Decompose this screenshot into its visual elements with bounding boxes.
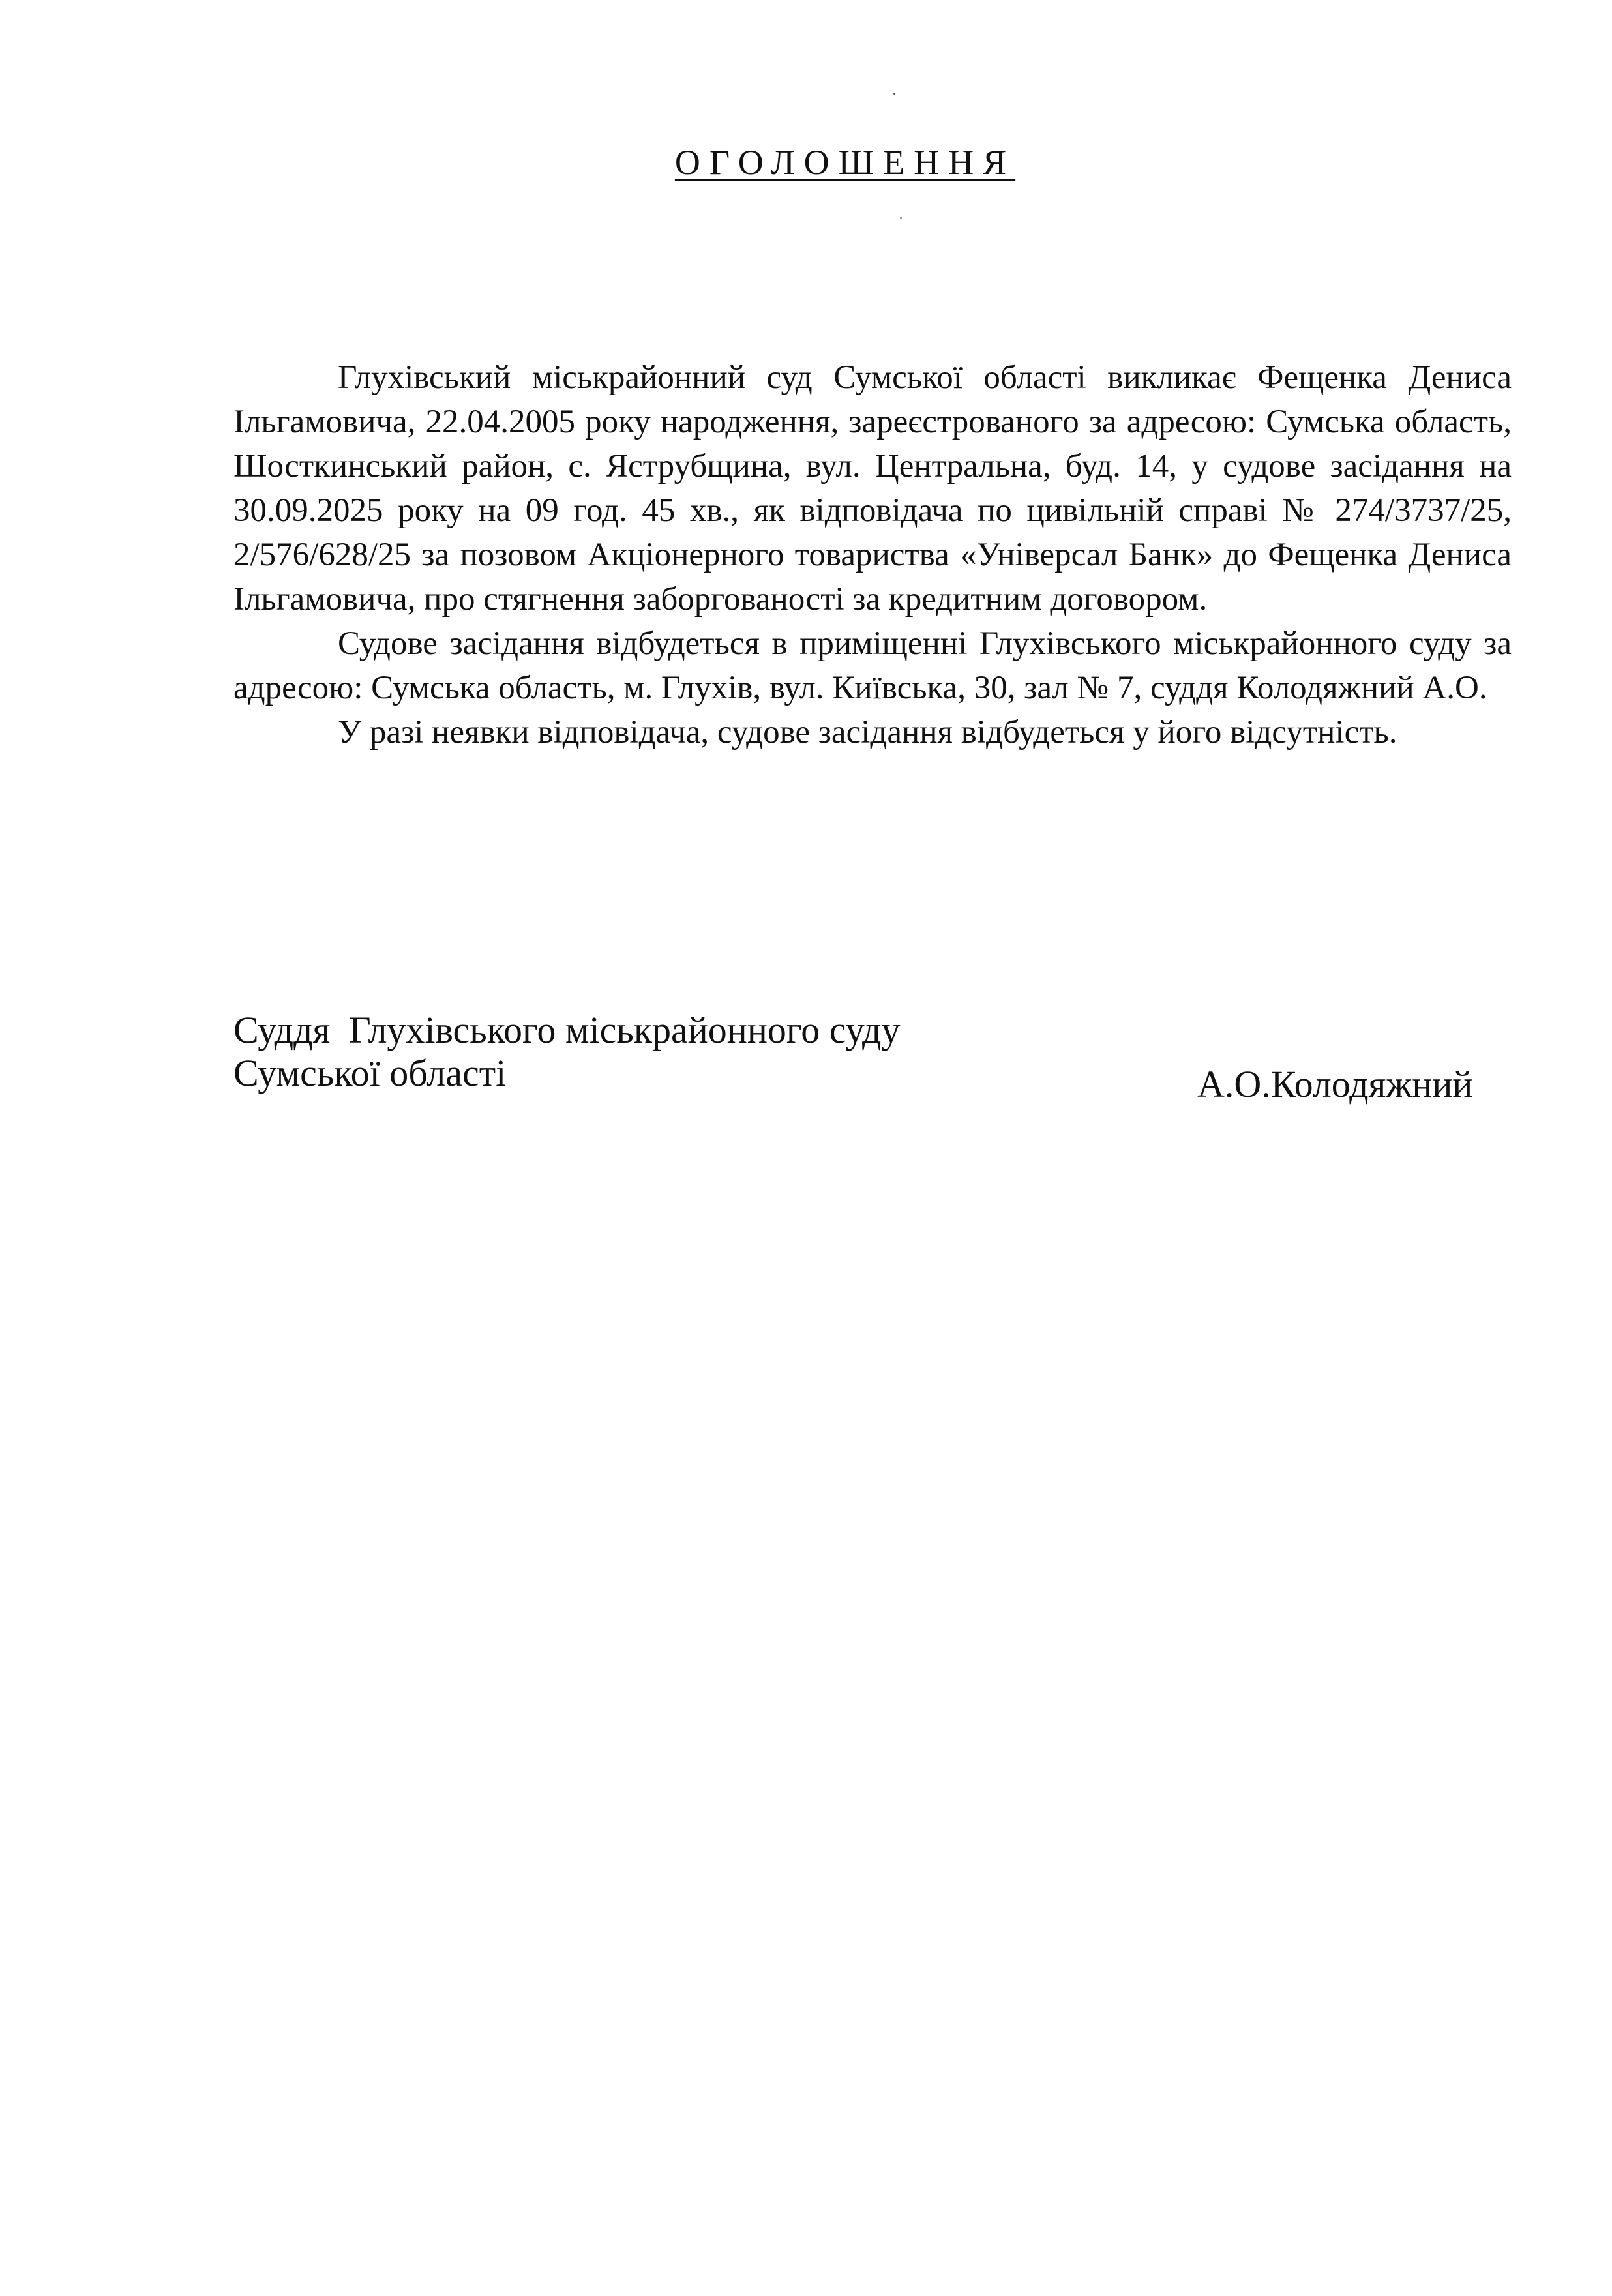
signature-name: А.О.Колодяжний [1197,1063,1473,1105]
signature-title-line2: Сумської області [233,1052,507,1094]
document-body [233,355,1512,754]
scan-speck [900,217,902,219]
paragraph-summons: Глухівський міськрайонний суд Сумської області викликає Фещенка Дениса Ільгамовича, 22.04.2005 року народження, зареєстрованого за адресою: Сумська область, Шосткинський район, с. Яструбщина, вул. Центральна, буд. 14, у судове засідання на 30.09.2025 року на 09 год. 45 хв., як відповідача по цивільній справі № 274/3737/25, 2/576/628/25 за позовом Акціонерного товариства «Універсал Банк» до Фещенка Дениса Ільгамовича, про стягнення заборгованості за кредитним договором. [233,359,1512,618]
document-title: ОГОЛОШЕННЯ [674,143,1016,182]
signature-block [233,1009,901,1095]
scan-speck [893,93,895,95]
paragraph-absence: У разі неявки відповідача, судове засідання відбудеться у його відсутність. [338,714,1397,751]
paragraph-location: Судове засідання відбудеться в приміщенні Глухівського міськрайонного суду за адресою: Сумська область, м. Глухів, вул. Київська, 30, зал № 7, суддя Колодяжний А.О. [233,625,1512,706]
signature-title-line1: Суддя Глухівського міськрайонного суду [233,1009,901,1051]
